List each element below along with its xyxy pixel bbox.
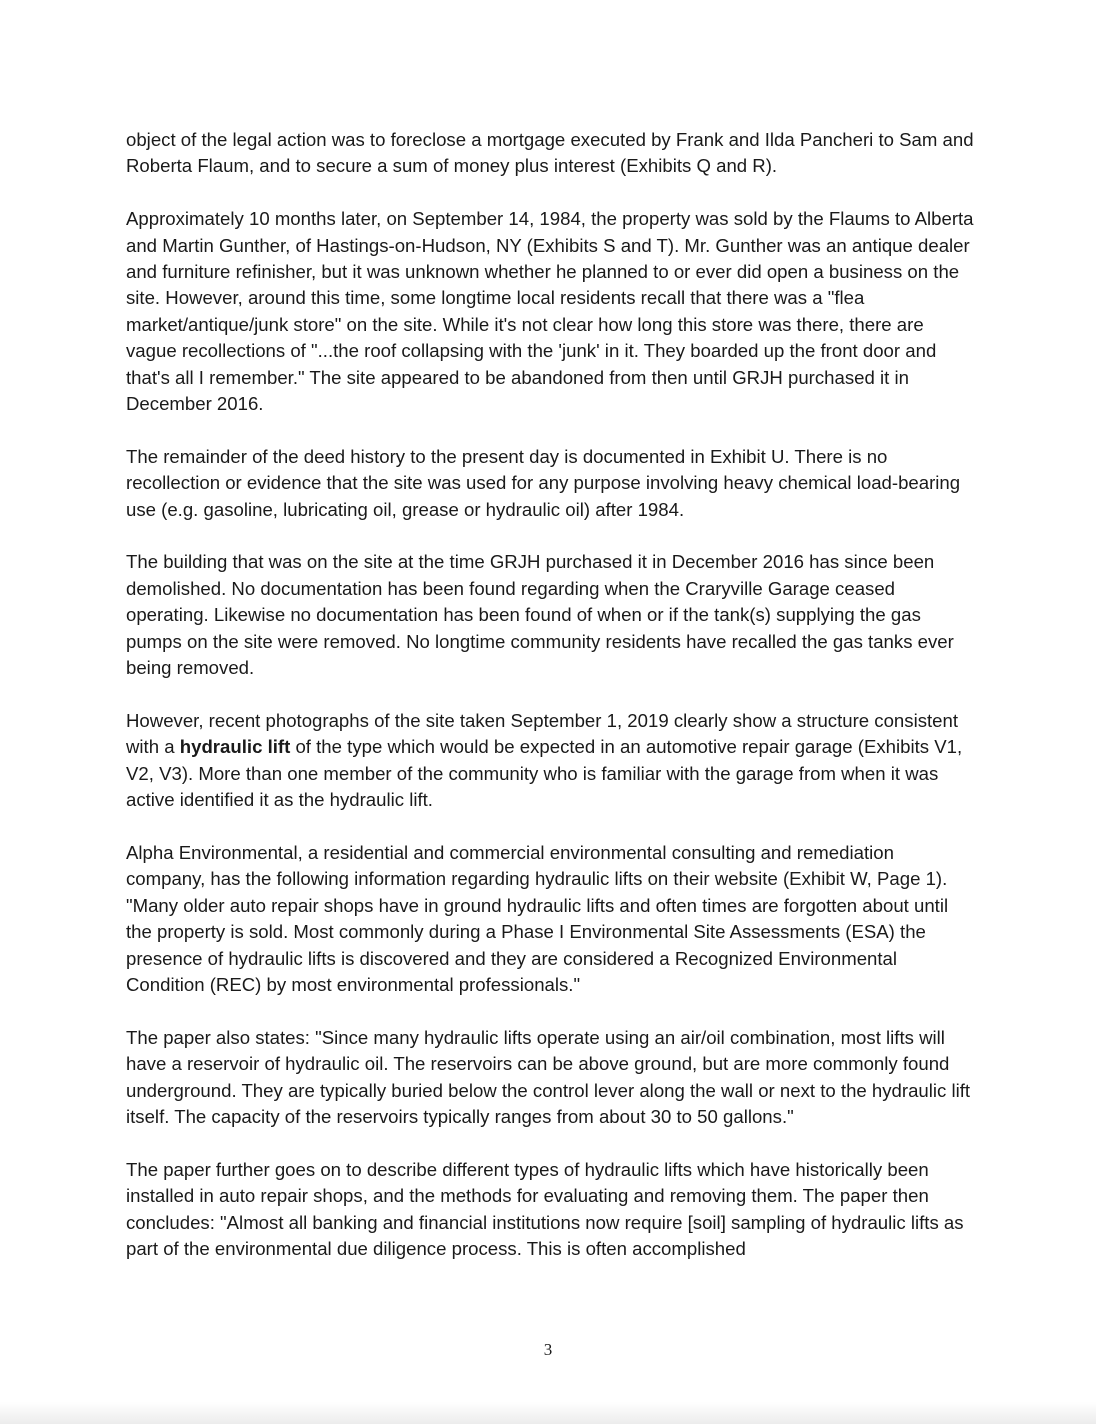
paragraph-hydraulic-lift-photos [126,708,978,814]
paragraph-hydraulic-lift-text-before: However, recent photographs of the site taken September 1, 2019 clearly show a structure consistent with a [126,709,959,758]
paragraph-reservoir-quote: The paper also states: "Since many hydraulic lifts operate using an air/oil combination, most lifts will have a reservoir of hydraulic oil. The reservoirs can be above ground, but are more commonly found underground. They are typically buried below the control lever along the wall or next to the hydraulic lift itself. The capacity of the reservoirs typically ranges from about 30 to 50 gallons." [126,1026,971,1127]
paragraph-deed-history: The remainder of the deed history to the present day is documented in Exhibit U. There is no recollection or evidence that the site was used for any purpose involving heavy chemical load-bearing use (e.g. gasoline, lubricating oil, grease or hydraulic oil) after 1984. [126,445,961,520]
paragraph-alpha-environmental: Alpha Environmental, a residential and commercial environmental consulting and remediation company, has the following information regarding hydraulic lifts on their website (Exhibit W, Page 1). "Many older auto repair shops have in ground hydraulic lifts and often times are forgotten about until the property is sold. Most commonly during a Phase I Environmental Site Assessments (ESA) the presence of hydraulic lifts is discovered and they are considered a Recognized Environmental Condition (REC) by most environmental professionals." [126,841,949,995]
page-bottom-edge [0,1402,1096,1424]
hydraulic-lift-emphasis: hydraulic lift [179,736,291,758]
body-text [126,127,978,1262]
page-number: 3 [543,1340,553,1359]
paragraph-conclusion: The paper further goes on to describe different types of hydraulic lifts which have historically been installed in auto repair shops, and the methods for evaluating and removing them. The paper then concludes: "Almost all banking and financial institutions now require [soil] sampling of hydraulic lifts as part of the environmental due diligence process. This is often accomplished [126,1158,964,1259]
paragraph-foreclosure: object of the legal action was to foreclose a mortgage executed by Frank and Ilda Pancheri to Sam and Roberta Flaum, and to secure a sum of money plus interest (Exhibits Q and R). [126,129,974,177]
paragraph-hydraulic-lift-text-after: of the type which would be expected in an automotive repair garage (Exhibits V1, V2, V3). More than one member of the community who is familiar with the garage from when it was active identified it as the hydraulic lift. [126,736,963,811]
paragraph-gunther-sale: Approximately 10 months later, on September 14, 1984, the property was sold by the Flaums to Alberta and Martin Gunther, of Hastings-on-Hudson, NY (Exhibits S and T). Mr. Gunther was an antique dealer and furniture refinisher, but it was unknown whether he planned to or ever did open a business on the site. However, around this time, some longtime local residents recall that there was a "flea market/antique/junk store" on the site. While it's not clear how long this store was there, there are vague recollections of "...the roof collapsing with the 'junk' in it. They boarded up the front door and that's all I remember." The site appeared to be abandoned from then until GRJH purchased it in December 2016. [126,208,974,415]
paragraph-building-demolished: The building that was on the site at the time GRJH purchased it in December 2016 has since been demolished. No documentation has been found regarding when the Craryville Garage ceased operating. Likewise no documentation has been found of when or if the tank(s) supplying the gas pumps on the site were removed. No longtime community residents have recalled the gas tanks ever being removed. [126,551,954,679]
